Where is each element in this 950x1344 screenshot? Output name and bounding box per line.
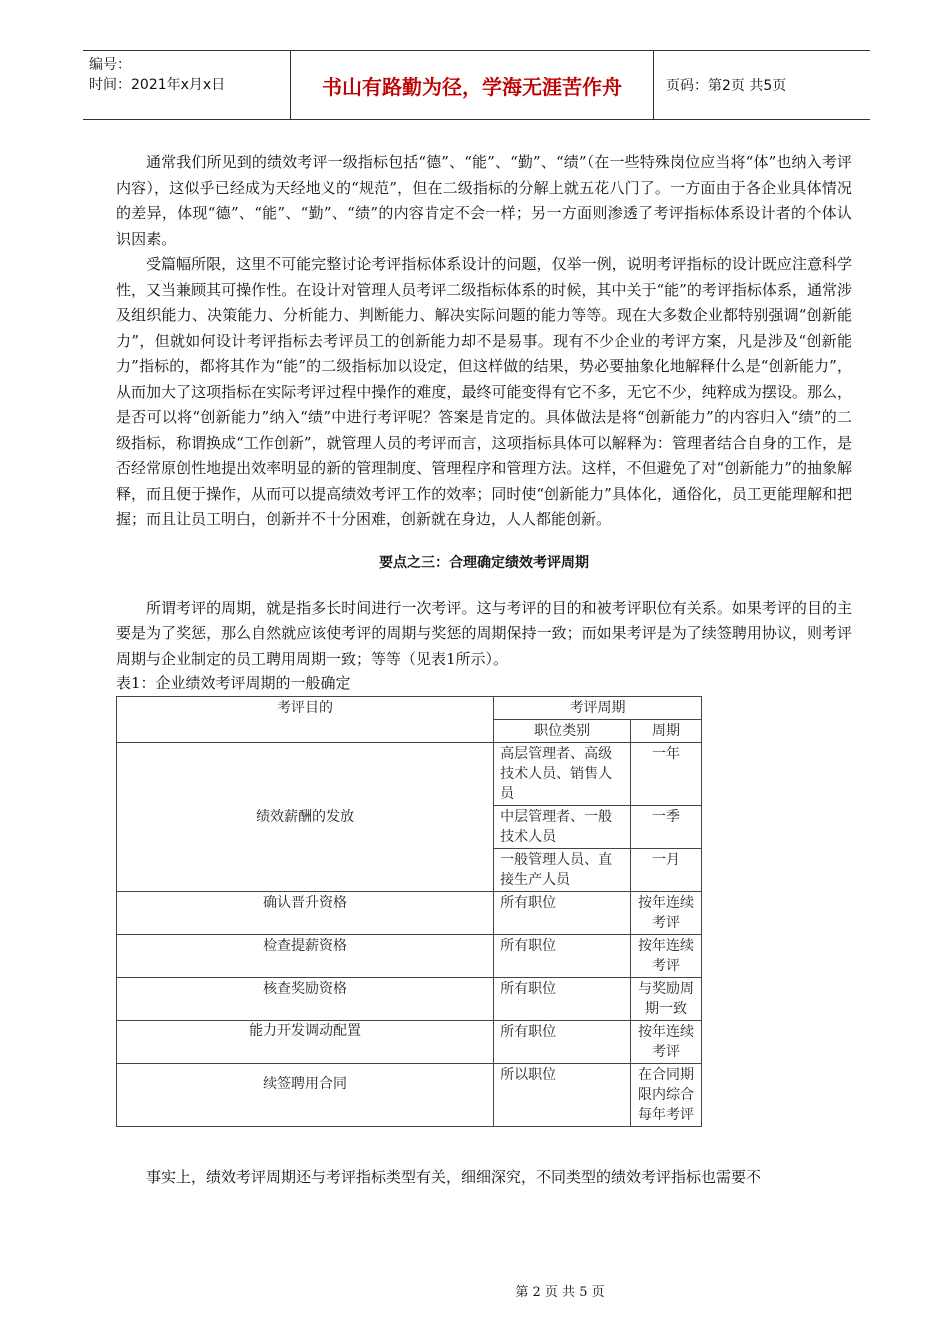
- paragraph-3: 所谓考评的周期，就是指多长时间进行一次考评。这与考评的目的和被考评职位有关系。如果考评的目的主要是为了奖惩，那么自然就应该使考评的周期与奖惩的周期保持一致；而如果考评是为了续签聘用协议，则考评周期与企业制定的员工聘用周期一致；等等（见表1所示）。: [116, 598, 852, 668]
- header-cycle: 考评周期: [494, 697, 702, 720]
- table-row: [117, 1064, 702, 1127]
- document-time-label: 时间：2021年x月x日: [89, 77, 226, 93]
- cell-category: 所有职位: [494, 1021, 631, 1064]
- header-page-number: 页码：第2页 共5页: [666, 78, 787, 94]
- cell-purpose: 能力开发调动配置: [117, 1021, 494, 1064]
- paragraph-2: 受篇幅所限，这里不可能完整讨论考评指标体系设计的问题，仅举一例，说明考评指标的设计既应注意科学性，又当兼顾其可操作性。在设计对管理人员考评二级指标体系的时候，其中关于“能”的考评指标体系，通常涉及组织能力、决策能力、分析能力、判断能力、解决实际问题的能力等等。现在大多数企业都特别强调“创新能力”，但就如何设计考评指标去考评员工的创新能力却不是易事。现有不少企业的考评方案，凡是涉及“创新能力”指标的，都将其作为“能”的二级指标加以设定，但这样做的结果，势必要抽象化地解释什么是“创新能力”，从而加大了这项指标在实际考评过程中操作的难度，最终可能变得有它不多，无它不少，纯粹成为摆设。那么，是否可以将“创新能力”纳入“绩”中进行考评呢？答案是肯定的。具体做法是将“创新能力”的内容归入“绩”的二级指标，称谓换成“工作创新”，就管理人员的考评而言，这项指标具体可以解释为：管理者结合自身的工作，是否经常原创性地提出效率明显的新的管理制度、管理程序和管理方法。这样，不但避免了对“创新能力”的抽象解释，而且便于操作，从而可以提高绩效考评工作的效率；同时使“创新能力”具体化，通俗化，员工更能理解和把握；而且让员工明白，创新并不十分困难，创新就在身边，人人都能创新。: [116, 255, 852, 528]
- table-row: [117, 892, 702, 935]
- cell-category: 高层管理者、高级技术人员、销售人员: [494, 743, 631, 806]
- cell-category: 所有职位: [494, 935, 631, 978]
- paragraph-1: 通常我们所见到的绩效考评一级指标包括“德”、“能”、“勤”、“绩”（在一些特殊岗位应当将“体”也纳入考评内容），这似乎已经成为天经地义的“规范”，但在二级指标的分解上就五花八门了。一方面由于各企业具体情况的差异，体现“德”、“能”、“勤”、“绩”的内容肯定不会一样；另一方面则渗透了考评指标体系设计者的个体认识因素。: [116, 153, 852, 248]
- header-category: 职位类别: [494, 720, 631, 743]
- cell-period: 按年连续考评: [631, 892, 702, 935]
- paragraph-4: 事实上，绩效考评周期还与考评指标类型有关，细细深究，不同类型的绩效考评指标也需要不: [146, 1168, 762, 1186]
- cell-purpose: 绩效薪酬的发放: [117, 743, 494, 892]
- cell-category: 中层管理者、一般技术人员: [494, 806, 631, 849]
- cell-period: 按年连续考评: [631, 1021, 702, 1064]
- table-row: [117, 978, 702, 1021]
- cell-period: 一月: [631, 849, 702, 892]
- cell-period: 一季: [631, 806, 702, 849]
- cell-purpose: 检查提薪资格: [117, 935, 494, 978]
- cell-category: 所有职位: [494, 892, 631, 935]
- table-row: [117, 743, 702, 806]
- table-header-row: [117, 697, 702, 720]
- cell-category: 所有职位: [494, 978, 631, 1021]
- cell-period: 与奖励周期一致: [631, 978, 702, 1021]
- cell-purpose: 确认晋升资格: [117, 892, 494, 935]
- cycle-table: [116, 696, 702, 1127]
- section-heading: 要点之三：合理确定绩效考评周期: [379, 554, 589, 571]
- header-meta: [83, 51, 291, 119]
- cell-category: 一般管理人员、直接生产人员: [494, 849, 631, 892]
- cell-period: 在合同期限内综合每年考评: [631, 1064, 702, 1127]
- page-header: [83, 50, 870, 120]
- header-motto: 书山有路勤为径，学海无涯苦作舟: [291, 51, 654, 119]
- page-footer: 第 2 页 共 5 页: [515, 1285, 605, 1300]
- table-row: [117, 1021, 702, 1064]
- table-row: [117, 935, 702, 978]
- document-body: [116, 150, 852, 1190]
- cell-period: 一年: [631, 743, 702, 806]
- header-period: 周期: [631, 720, 702, 743]
- document-number-label: 编号：: [89, 57, 131, 73]
- cell-purpose: 核查奖励资格: [117, 978, 494, 1021]
- cell-period: 按年连续考评: [631, 935, 702, 978]
- cell-purpose: 续签聘用合同: [117, 1064, 494, 1127]
- cell-category: 所以职位: [494, 1064, 631, 1127]
- table-caption: 表1：企业绩效考评周期的一般确定: [116, 674, 351, 692]
- header-purpose: 考评目的: [117, 697, 494, 743]
